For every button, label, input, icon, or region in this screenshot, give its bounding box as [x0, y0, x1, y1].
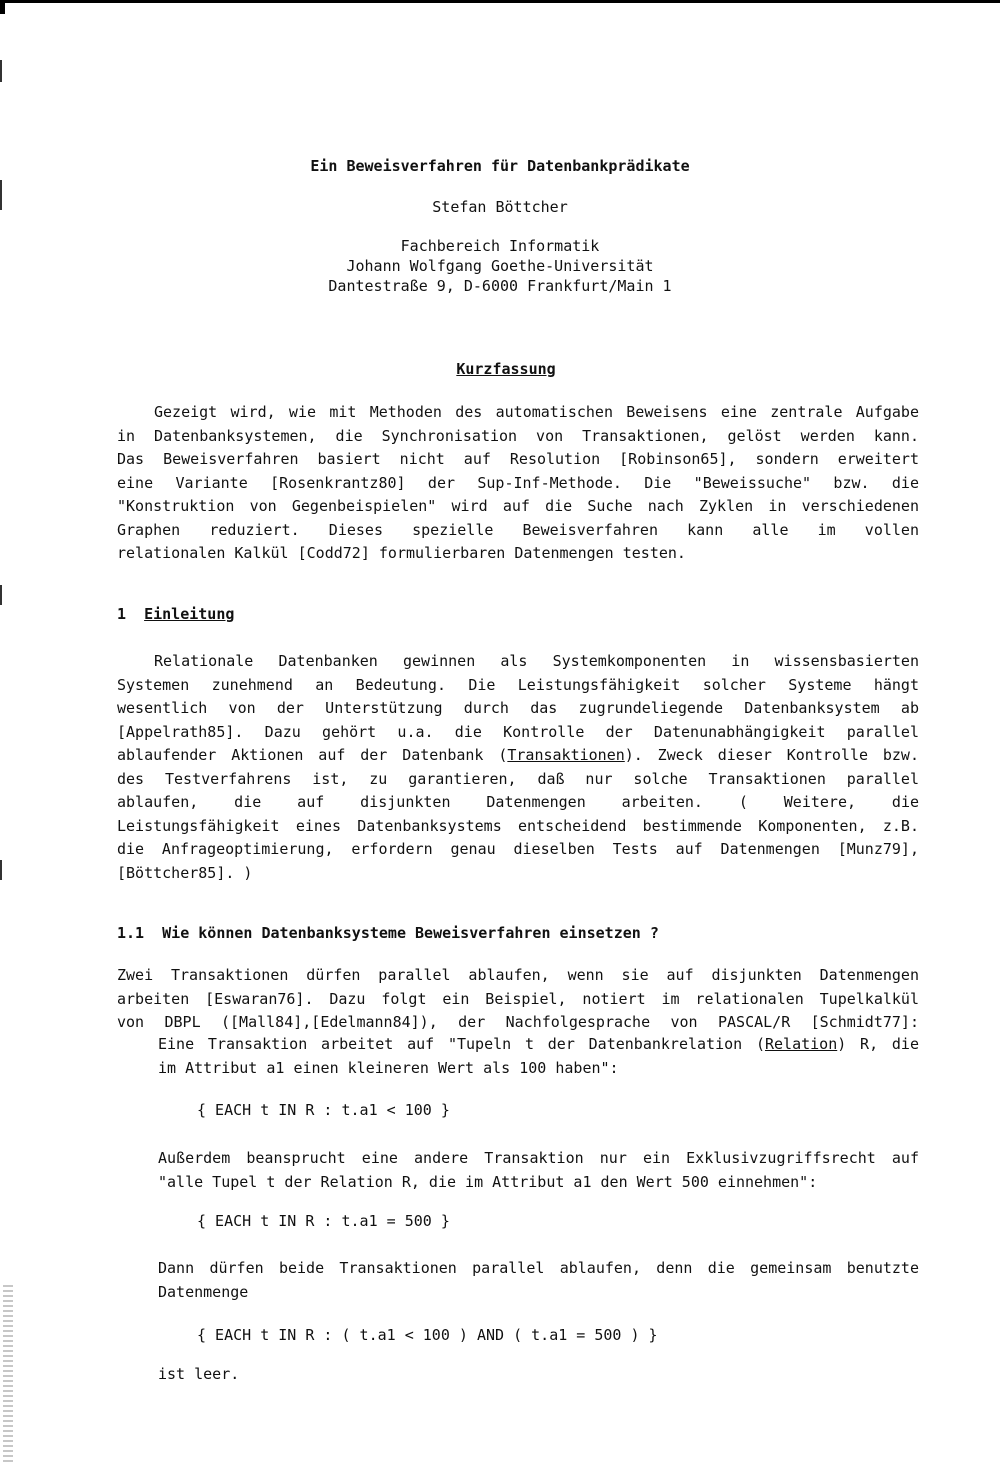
section-title: Wie können Datenbanksysteme Beweisverfahren einsetzen ? — [162, 924, 659, 942]
body-line: arbeiten [Eswaran76]. Dazu folgt ein Beispiel, notiert im relationalen Tupelkalkül — [117, 989, 919, 1008]
term-relation: Relation — [764, 1035, 838, 1053]
abstract-line: relationalen Kalkül [Codd72] formulierbaren Datenmengen testen. — [117, 544, 686, 562]
affiliation-line: Fachbereich Informatik — [400, 237, 600, 255]
section-title: Einleitung — [144, 605, 235, 623]
term-transaktionen: Transaktionen — [507, 746, 625, 764]
body-line: "alle Tupel t der Relation R, die im Attribut a1 den Wert 500 einnehmen": — [158, 1172, 818, 1191]
abstract-line: eine Variante [Rosenkrantz80] der Sup-Inf-Methode. Die "Beweissuche" bzw. die — [117, 473, 919, 492]
body-line: von DBPL ([Mall84],[Edelmann84]), der Nachfolgesprache von PASCAL/R [Schmidt77]: — [117, 1013, 919, 1031]
transaction-1-text — [158, 1033, 919, 1080]
body-line — [117, 744, 919, 768]
body-line: ablaufen, die auf disjunkten Datenmengen arbeiten. ( Weitere, die — [117, 793, 919, 811]
paper-title: Ein Beweisverfahren für Datenbankprädikate — [310, 157, 690, 175]
body-line: Relationale Datenbanken gewinnen als Systemkomponenten in wissensbasierten — [154, 652, 919, 670]
edge-mark — [0, 860, 2, 880]
formula-2: { EACH t IN R : t.a1 = 500 } — [197, 1212, 450, 1230]
edge-mark — [0, 585, 2, 605]
abstract-line: Graphen reduziert. Dieses spezielle Beweisverfahren kann alle im vollen — [117, 520, 919, 539]
abstract-line: "Konstruktion von Gegenbeispielen" wird auf die Suche nach Zyklen in verschiedenen — [117, 497, 919, 515]
body-line: die Anfrageoptimierung, erfordern genau dieselben Tests auf Datenmengen [Munz79], — [117, 840, 919, 858]
body-line: des Testverfahrens ist, zu garantieren, daß nur solche Transaktionen parallel — [117, 769, 919, 788]
affiliation-line: Dantestraße 9, D-6000 Frankfurt/Main 1 — [328, 277, 672, 295]
abstract-line: in Datenbanksystemen, die Synchronisation von Transaktionen, gelöst werden kann. — [117, 426, 919, 445]
body-line: Datenmenge — [158, 1282, 249, 1301]
abstract-paragraph — [117, 401, 919, 566]
formula-3: { EACH t IN R : ( t.a1 < 100 ) AND ( t.a1 = 500 ) } — [197, 1326, 658, 1344]
body-text: ). Zweck dieser Kontrolle bzw. — [624, 746, 919, 764]
abstract-heading: Kurzfassung — [456, 360, 556, 378]
conclusion-text — [158, 1257, 919, 1304]
section-1-1-intro — [117, 964, 919, 1035]
body-line: Außerdem beansprucht eine andere Transaktion nur ein Exklusivzugriffsrecht auf — [158, 1149, 919, 1167]
edge-mark — [0, 60, 2, 82]
section-1-1-heading — [117, 923, 659, 943]
body-line: im Attribut a1 einen kleineren Wert als 100 haben": — [158, 1058, 619, 1077]
affiliation-line: Johann Wolfgang Goethe-Universität — [346, 257, 654, 275]
final-line: ist leer. — [158, 1365, 240, 1383]
section-1-paragraph — [117, 650, 919, 885]
abstract-line: Gezeigt wird, wie mit Methoden des automatischen Beweisens eine zentrale Aufgabe — [154, 403, 919, 421]
body-text: ablaufender Aktionen auf der Datenbank ( — [117, 746, 508, 764]
body-line: wesentlich von der Unterstützung durch das zugrundeliegende Datenbanksystem ab — [117, 699, 919, 717]
section-number: 1 — [117, 605, 127, 623]
body-text: ) R, die — [837, 1035, 919, 1053]
formula-1: { EACH t IN R : t.a1 < 100 } — [197, 1101, 450, 1119]
body-line: Dann dürfen beide Transaktionen parallel ablaufen, denn die gemeinsam benutzte — [158, 1259, 919, 1277]
top-border-rule — [0, 0, 1000, 3]
author-name: Stefan Böttcher — [432, 198, 568, 216]
corner-mark — [0, 0, 5, 14]
body-line: Zwei Transaktionen dürfen parallel ablaufen, wenn sie auf disjunkten Datenmengen — [117, 966, 919, 984]
transaction-2-text — [158, 1147, 919, 1194]
abstract-line: Das Beweisverfahren basiert nicht auf Resolution [Robinson65], sondern erweitert — [117, 450, 919, 468]
body-line — [158, 1033, 919, 1057]
body-line: [Böttcher85]. ) — [117, 863, 253, 882]
section-1-heading — [117, 604, 234, 624]
body-line: Systemen zunehmend an Bedeutung. Die Leistungsfähigkeit solcher Systeme hängt — [117, 675, 919, 694]
section-number: 1.1 — [117, 924, 145, 942]
body-line: [Appelrath85]. Dazu gehört u.a. die Kontrolle der Datenunabhängigkeit parallel — [117, 722, 919, 741]
scan-noise — [3, 1285, 13, 1465]
body-line: Leistungsfähigkeit eines Datenbanksystems entscheidend bestimmende Komponenten, z.B. — [117, 816, 919, 835]
body-text: Eine Transaktion arbeitet auf "Tupeln t der Datenbankrelation ( — [158, 1035, 765, 1053]
